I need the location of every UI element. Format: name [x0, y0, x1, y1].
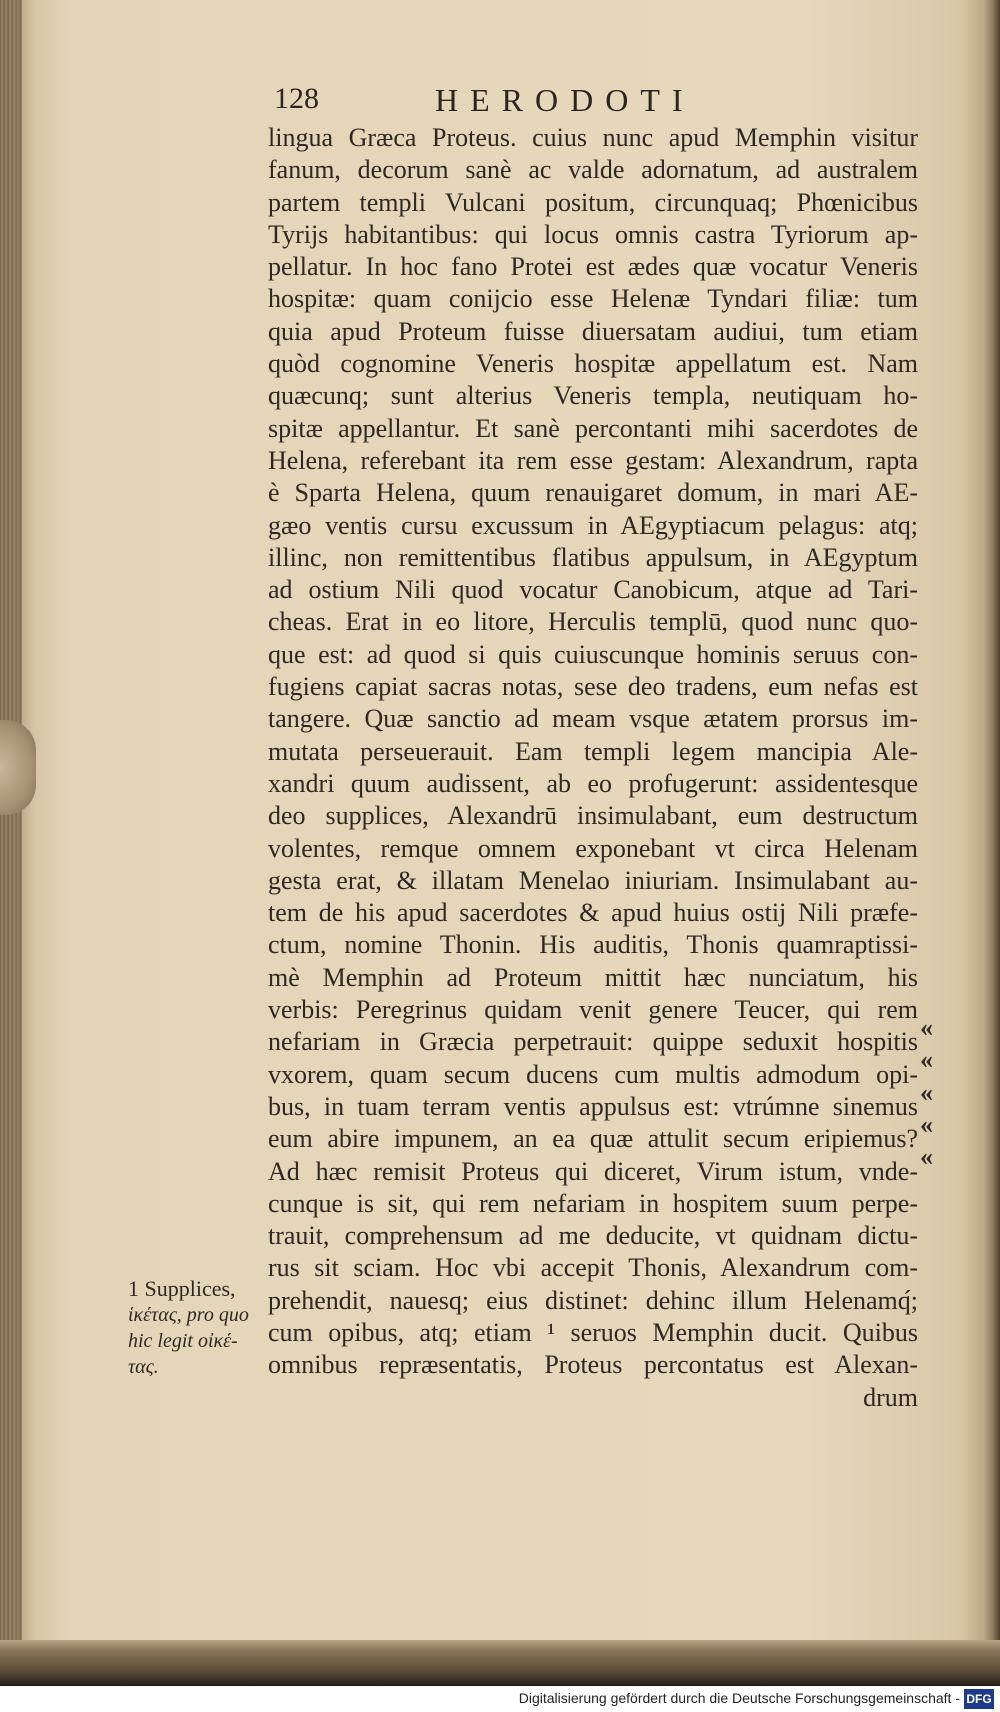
- page-stack-bottom: [0, 1640, 1000, 1685]
- text-line: vxorem, quam secum ducens cum multis admodum opi-: [268, 1059, 918, 1089]
- book-clasp: [0, 720, 36, 815]
- text-line: nefariam in Græcia perpetrauit: quippe seduxit hospitis: [268, 1027, 918, 1057]
- text-line: fanum, decorum sanè ac valde adornatum, ad australem: [268, 155, 918, 185]
- text-line: tem de his apud sacerdotes & apud huius ostij Nili præfe-: [268, 898, 918, 928]
- dfg-logo: DFG: [964, 1689, 994, 1709]
- text-line: spitæ appellantur. Et sanè percontanti mihi sacerdotes de: [268, 413, 918, 443]
- text-line: è Sparta Helena, quum renauigaret domum, in mari AE-: [268, 478, 918, 508]
- page-header: [270, 82, 970, 122]
- text-line: trauit, comprehensum ad me deducite, vt quidnam dictu-: [268, 1221, 918, 1251]
- text-line: illinc, non remittentibus flatibus appulsum, in AEgyptum: [268, 542, 918, 572]
- text-line: partem templi Vulcani positum, circunquaq; Phœnicibus: [268, 187, 918, 217]
- text-line: volentes, remque omnem exponebant vt circa Helenam: [268, 833, 918, 863]
- footer-bar: [0, 1686, 1000, 1712]
- margin-note: [128, 1276, 268, 1380]
- text-line: tangere. Quæ sanctio ad meam vsque ætatem prorsus im-: [268, 704, 918, 734]
- text-line: eum abire impunem, an ea quæ attulit secum eripiemus?: [268, 1124, 918, 1154]
- text-line: ad ostium Nili quod vocatur Canobicum, atque ad Tari-: [268, 575, 918, 605]
- running-title: HERODOTI: [435, 82, 695, 118]
- text-line: Helena, referebant ita rem esse gestam: Alexandrum, rapta: [268, 445, 918, 475]
- text-line: drum: [863, 1382, 918, 1412]
- text-line: Ad hæc remisit Proteus qui diceret, Virum istum, vnde-: [268, 1156, 918, 1186]
- quote-marks-column: [920, 1012, 950, 1173]
- text-line: bus, in tuam terram ventis appulsus est: vtrúmne sinemus: [268, 1091, 918, 1121]
- quote-mark: «: [920, 1045, 933, 1075]
- margin-note-line: 1 Supplices,: [128, 1276, 236, 1301]
- body-text: [268, 122, 918, 1414]
- text-line: verbis: Peregrinus quidam venit genere Teucer, qui rem: [268, 995, 918, 1025]
- text-line: mè Memphin ad Proteum mittit hæc nunciatum, his: [268, 962, 918, 992]
- text-line: quòd cognomine Veneris hospitæ appellatum est. Nam: [268, 349, 918, 379]
- text-line: ctum, nomine Thonin. His auditis, Thonis quamraptissi-: [268, 930, 918, 960]
- text-line: cheas. Erat in eo litore, Herculis templū, quod nunc quo-: [268, 607, 918, 637]
- text-line: lingua Græca Proteus. cuius nunc apud Memphin visitur: [268, 123, 918, 152]
- text-line: cum opibus, atq; etiam ¹ seruos Memphin ducit. Quibus: [268, 1317, 918, 1347]
- margin-note-line: hic legit οἰκέ-: [128, 1330, 238, 1352]
- text-line: rus sit sciam. Hoc vbi accepit Thonis, Alexandrum com-: [268, 1253, 918, 1283]
- quote-mark: «: [920, 1013, 933, 1042]
- page-stack-left: [0, 0, 22, 1680]
- text-line: xandri quum audissent, ab eo profugerunt: assidentesque: [268, 768, 918, 798]
- text-line: cunque is sit, qui rem nefariam in hospitem suum perpe-: [268, 1188, 918, 1218]
- text-line: pellatur. In hoc fano Protei est ædes quæ vocatur Veneris: [268, 252, 918, 282]
- quote-mark: «: [920, 1142, 933, 1172]
- text-line: quia apud Proteum fuisse diuersatam audiui, tum etiam: [268, 316, 918, 346]
- quote-mark: «: [920, 1077, 933, 1107]
- page-edge-right: [982, 0, 1000, 1680]
- text-line: quæcunq; sunt alterius Veneris templa, neutiquam ho-: [268, 381, 918, 411]
- text-line: gæo ventis cursu excussum in AEgyptiacum pelagus: atq;: [268, 510, 918, 540]
- text-line: deo supplices, Alexandrū insimulabant, eum destructum: [268, 801, 918, 831]
- quote-mark: «: [920, 1109, 933, 1139]
- page-number: 128: [274, 82, 319, 115]
- text-line: Tyrijs habitantibus: qui locus omnis castra Tyriorum ap-: [268, 219, 918, 249]
- text-line: fugiens capiat sacras notas, sese deo tradens, eum nefas est: [268, 672, 918, 702]
- text-line: omnibus repræsentatis, Proteus percontatus est Alexan-: [268, 1350, 918, 1380]
- margin-note-line: τας.: [128, 1356, 159, 1378]
- text-line: prehendit, nauesq; eius distinet: dehinc illum Helenamq́;: [268, 1285, 918, 1315]
- text-line: gesta erat, & illatam Menelao iniuriam. Insimulabant au-: [268, 865, 918, 895]
- margin-note-line: ἱκέτας, pro quo: [128, 1304, 249, 1326]
- text-line: mutata perseuerauit. Eam templi legem mancipia Ale-: [268, 736, 918, 766]
- text-line: que est: ad quod si quis cuiuscunque hominis seruus con-: [268, 639, 918, 669]
- footer-credit: Digitalisierung gefördert durch die Deutsche Forschungsgemeinschaft -: [518, 1690, 960, 1706]
- text-line: hospitæ: quam conijcio esse Helenæ Tyndari filiæ: tum: [268, 284, 918, 314]
